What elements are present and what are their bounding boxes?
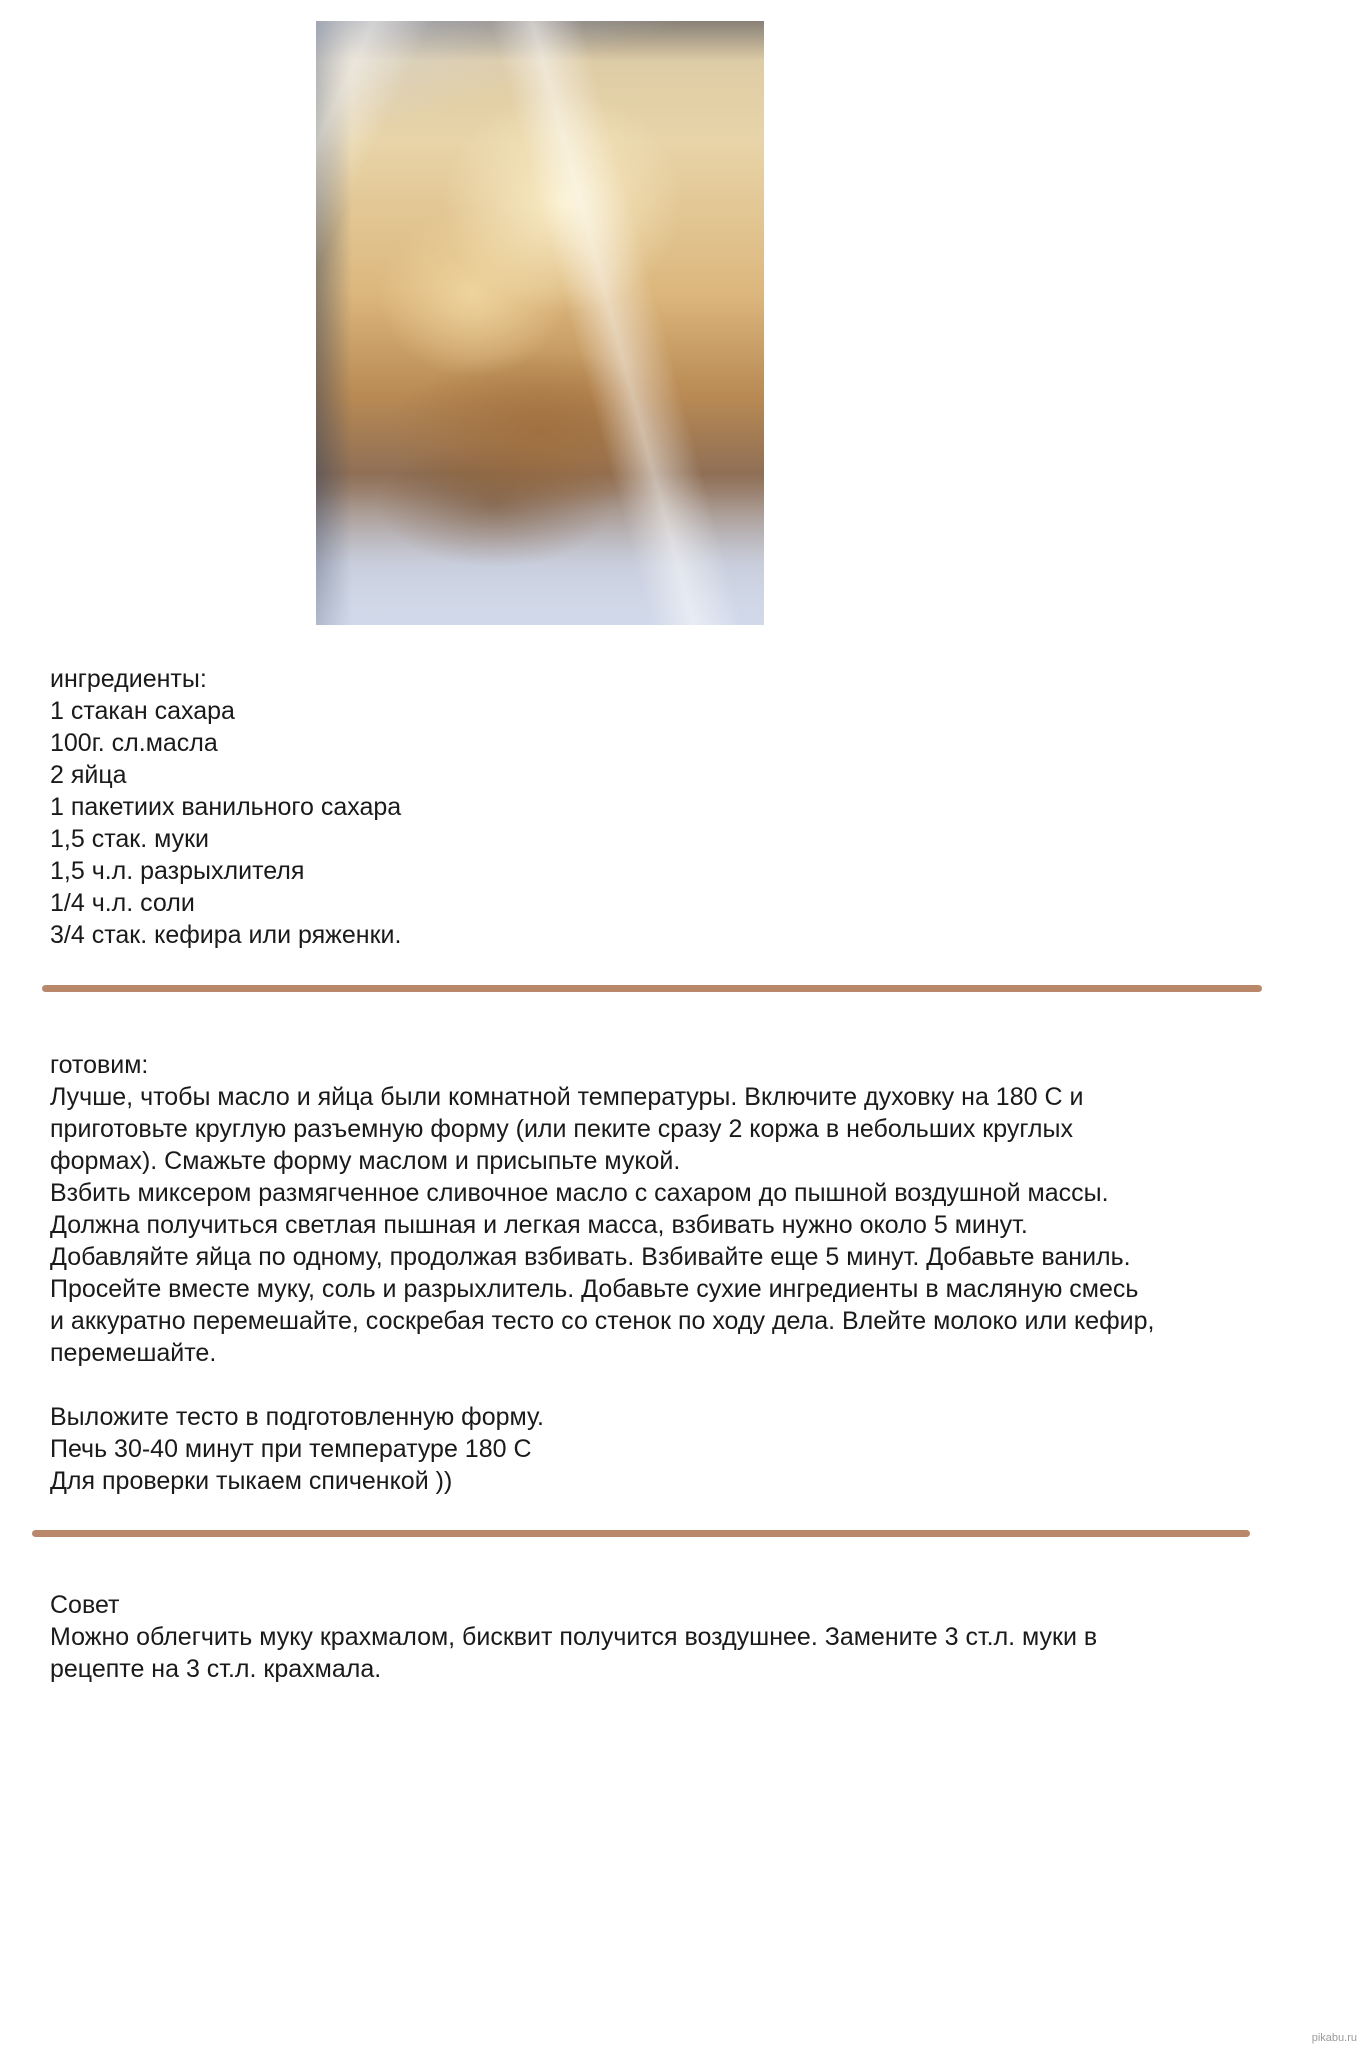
- ingredient-item: 1,5 стак. муки: [50, 825, 209, 853]
- cake-photo: [316, 21, 764, 625]
- cooking-line: и аккуратно перемешайте, соскребая тесто со стенок по ходу дела. Влейте молоко или кефир,: [50, 1307, 1155, 1335]
- section-divider: [32, 1530, 1250, 1537]
- cooking-line: приготовьте круглую разъемную форму (или пеките сразу 2 коржа в небольших круглых: [50, 1115, 1073, 1143]
- section-divider: [42, 985, 1262, 992]
- cooking-line: Для проверки тыкаем спиченкой )): [50, 1467, 453, 1495]
- cooking-line: Лучше, чтобы масло и яйца были комнатной температуры. Включите духовку на 180 С и: [50, 1083, 1084, 1111]
- cooking-line: Взбить миксером размягченное сливочное масло с сахаром до пышной воздушной массы.: [50, 1179, 1109, 1207]
- cooking-line: Добавляйте яйца по одному, продолжая взбивать. Взбивайте еще 5 минут. Добавьте ваниль.: [50, 1243, 1131, 1271]
- cooking-line: Печь 30-40 минут при температуре 180 С: [50, 1435, 532, 1463]
- plastic-wrap-sheen: [316, 21, 764, 625]
- tip-heading: Совет: [50, 1591, 120, 1619]
- cooking-line: перемешайте.: [50, 1339, 217, 1367]
- ingredient-item: 1 пакетиих ванильного сахара: [50, 793, 402, 821]
- ingredient-item: 1/4 ч.л. соли: [50, 889, 195, 917]
- ingredients-section: [50, 663, 401, 951]
- cooking-section: [50, 1049, 1155, 1497]
- ingredient-item: 3/4 стак. кефира или ряженки.: [50, 921, 402, 949]
- cooking-line: Должна получиться светлая пышная и легкая масса, взбивать нужно около 5 минут.: [50, 1211, 1028, 1239]
- watermark: pikabu.ru: [1311, 2032, 1357, 2044]
- cooking-heading: готовим:: [50, 1051, 149, 1079]
- tip-line: рецепте на 3 ст.л. крахмала.: [50, 1655, 382, 1683]
- ingredient-item: 1 стакан сахара: [50, 697, 235, 725]
- tip-line: Можно облегчить муку крахмалом, бисквит получится воздушнее. Замените 3 ст.л. муки в: [50, 1623, 1098, 1651]
- ingredient-item: 2 яйца: [50, 761, 127, 789]
- ingredient-item: 100г. сл.масла: [50, 729, 218, 757]
- paragraph-gap: [50, 1369, 1155, 1401]
- ingredient-item: 1,5 ч.л. разрыхлителя: [50, 857, 305, 885]
- cooking-line: Просейте вместе муку, соль и разрыхлитель. Добавьте сухие ингредиенты в масляную смесь: [50, 1275, 1139, 1303]
- tip-section: [50, 1589, 1097, 1685]
- ingredients-heading: ингредиенты:: [50, 665, 207, 693]
- cooking-line: Выложите тесто в подготовленную форму.: [50, 1403, 544, 1431]
- cooking-line: формах). Смажьте форму маслом и присыпьте мукой.: [50, 1147, 681, 1175]
